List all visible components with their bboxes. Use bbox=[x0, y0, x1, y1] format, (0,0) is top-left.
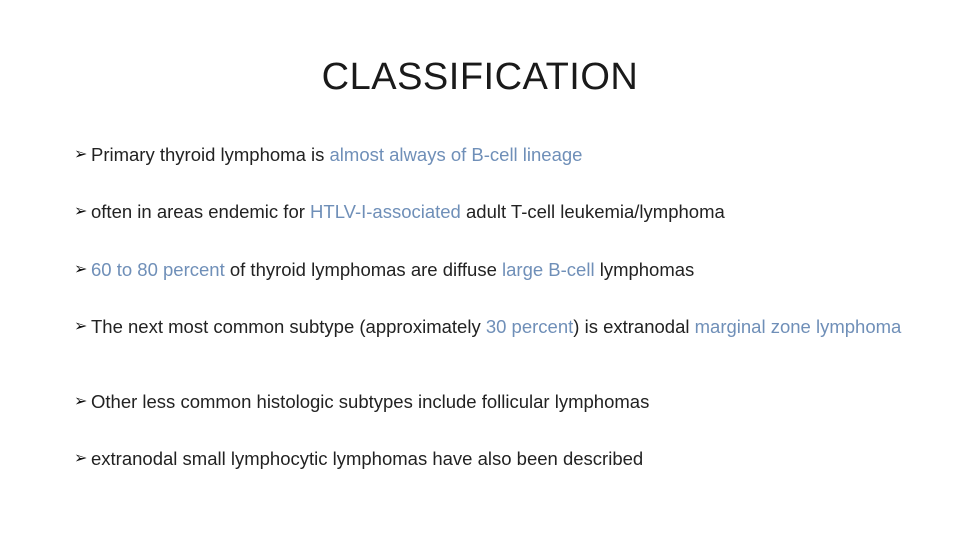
bullet-text bbox=[74, 146, 904, 163]
arrow-bullet-icon: ➢ bbox=[74, 261, 88, 278]
arrow-bullet-icon: ➢ bbox=[74, 146, 88, 163]
arrow-bullet-icon: ➢ bbox=[74, 450, 88, 467]
bullet-item bbox=[74, 450, 904, 467]
arrow-bullet-icon: ➢ bbox=[74, 203, 88, 220]
bullet-text-segment: adult T-cell leukemia/lymphoma bbox=[460, 201, 725, 222]
highlighted-text: 30 percent bbox=[485, 316, 574, 337]
arrow-bullet-icon: ➢ bbox=[74, 318, 88, 335]
bullet-text bbox=[74, 203, 904, 220]
highlighted-text: marginal zone lymphoma bbox=[694, 316, 902, 337]
highlighted-text: large B-cell bbox=[502, 259, 595, 280]
bullet-text bbox=[74, 318, 904, 335]
bullet-text-segment: Primary thyroid lymphoma is bbox=[91, 144, 330, 165]
bullet-text-segment: Other less common histologic subtypes include follicular lymphomas bbox=[91, 391, 650, 412]
bullet-item bbox=[74, 146, 904, 163]
bullet-text-segment: ) is extranodal bbox=[573, 316, 695, 337]
bullet-text-segment: extranodal small lymphocytic lymphomas have also been described bbox=[91, 448, 644, 469]
bullet-text bbox=[74, 261, 904, 278]
highlighted-text: 60 to 80 percent bbox=[91, 259, 225, 280]
arrow-bullet-icon: ➢ bbox=[74, 393, 88, 410]
bullet-item bbox=[74, 261, 904, 278]
bullet-text-segment: of thyroid lymphomas are diffuse bbox=[224, 259, 503, 280]
bullet-text-segment: often in areas endemic for bbox=[91, 201, 311, 222]
slide-title: CLASSIFICATION bbox=[321, 56, 639, 98]
bullet-item bbox=[74, 203, 904, 220]
bullet-text bbox=[74, 393, 904, 410]
bullet-text-segment: The next most common subtype (approximately bbox=[91, 316, 486, 337]
highlighted-text: HTLV-I-associated bbox=[310, 201, 461, 222]
bullet-item bbox=[74, 318, 904, 335]
bullet-item bbox=[74, 393, 904, 410]
highlighted-text: almost always of B-cell lineage bbox=[329, 144, 583, 165]
bullet-text bbox=[74, 450, 904, 467]
bullet-text-segment: lymphomas bbox=[594, 259, 695, 280]
